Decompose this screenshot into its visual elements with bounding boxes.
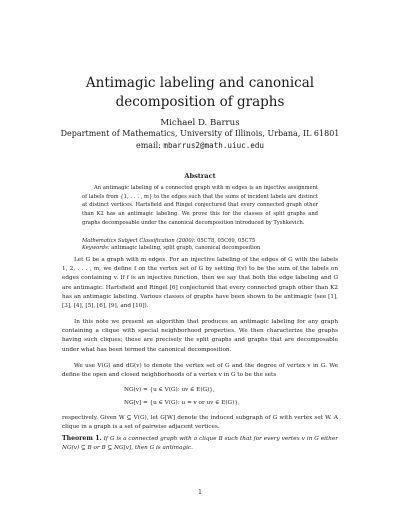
- keywords-label: Keywords:: [82, 245, 110, 251]
- abstract-text: An antimagic labeling of a connected graph with m edges is an injective assignment of labels from {1, . . . , m} to the edges such that the sums of incident labels are distinct at distinct vertices. Hartsfield and Ringel conjectured that every connected graph other than K2 has an antimagic labeling. We prove this for the classes of split graphs and graphs decomposable under the canonical decomposition introduced by Tyshkevich.: [82, 185, 318, 226]
- paper-title: Antimagic labeling and canonical decomposition of graphs: [85, 75, 315, 110]
- closed-neighborhood-formula: NG[v] = {u ∈ V(G): u = v or uv ∈ E(G)},: [124, 400, 240, 406]
- author-email-line: [0, 140, 400, 152]
- theorem-1: [62, 434, 338, 453]
- theorem-label: Theorem 1.: [62, 435, 102, 442]
- theorem-statement: If G is a connected graph with a clique B such that for every vertex v in G either NG(v) ⊆ B or B ⊆ NG[v], then G is antimagic.: [62, 436, 339, 452]
- keywords-text: antimagic labeling, split graph, canonical decomposition: [111, 245, 261, 251]
- abstract-heading: Abstract: [184, 172, 216, 180]
- author-name: Michael D. Barrus: [160, 118, 240, 128]
- open-neighborhood-formula: NG(v) = {u ∈ V(G): uv ∈ E(G)},: [124, 387, 215, 393]
- msc-codes: 05C78, 05C69, 05C75: [197, 238, 256, 244]
- email-label: email:: [135, 141, 161, 150]
- body-paragraph-1: Let G be a graph with m edges. For an injective labeling of the edges of G with the labels 1, 2, . . . , m, we define f on the vertex set of G by setting f(v) to be the sum of the labels on edges containing v. If f is an injective function, then we say that both the edge labeling and G are antimagic. Hartsfield and Ringel [6] conjectured that every connected graph other than K2 has an antimagic labeling. Various classes of graphs have been shown to be antimagic (see [1], [3], [4], [5], [6], [9], and [10]).: [62, 257, 338, 310]
- author-email: mbarrus2@math.uiuc.edu: [163, 141, 265, 150]
- page-number: 1: [198, 489, 202, 496]
- body-paragraph-2: In this note we present an algorithm that produces an antimagic labeling for any graph containing a clique with special neighborhood properties. We then characterize the graphs having such cliques; these are precisely the split graphs and graphs that are decomposable under what has been termed the canonical decomposition.: [62, 319, 338, 353]
- keywords-line: [82, 244, 318, 252]
- author-affiliation: Department of Mathematics, University of Illinois, Urbana, IL 61801: [60, 129, 340, 138]
- body-paragraph-3: We use V(G) and dG(v) to denote the vertex set of G and the degree of vertex v in G. We define the open and closed neighborhoods of a vertex v in G to be the sets: [62, 363, 338, 379]
- msc-label: Mathematics Subject Classification (2000):: [82, 238, 196, 244]
- body-paragraph-4: respectively. Given W ⊆ V(G), let G[W] denote the induced subgraph of G with vertex set W. A clique in a graph is a set of pairwise adjacent vertices.: [62, 415, 338, 431]
